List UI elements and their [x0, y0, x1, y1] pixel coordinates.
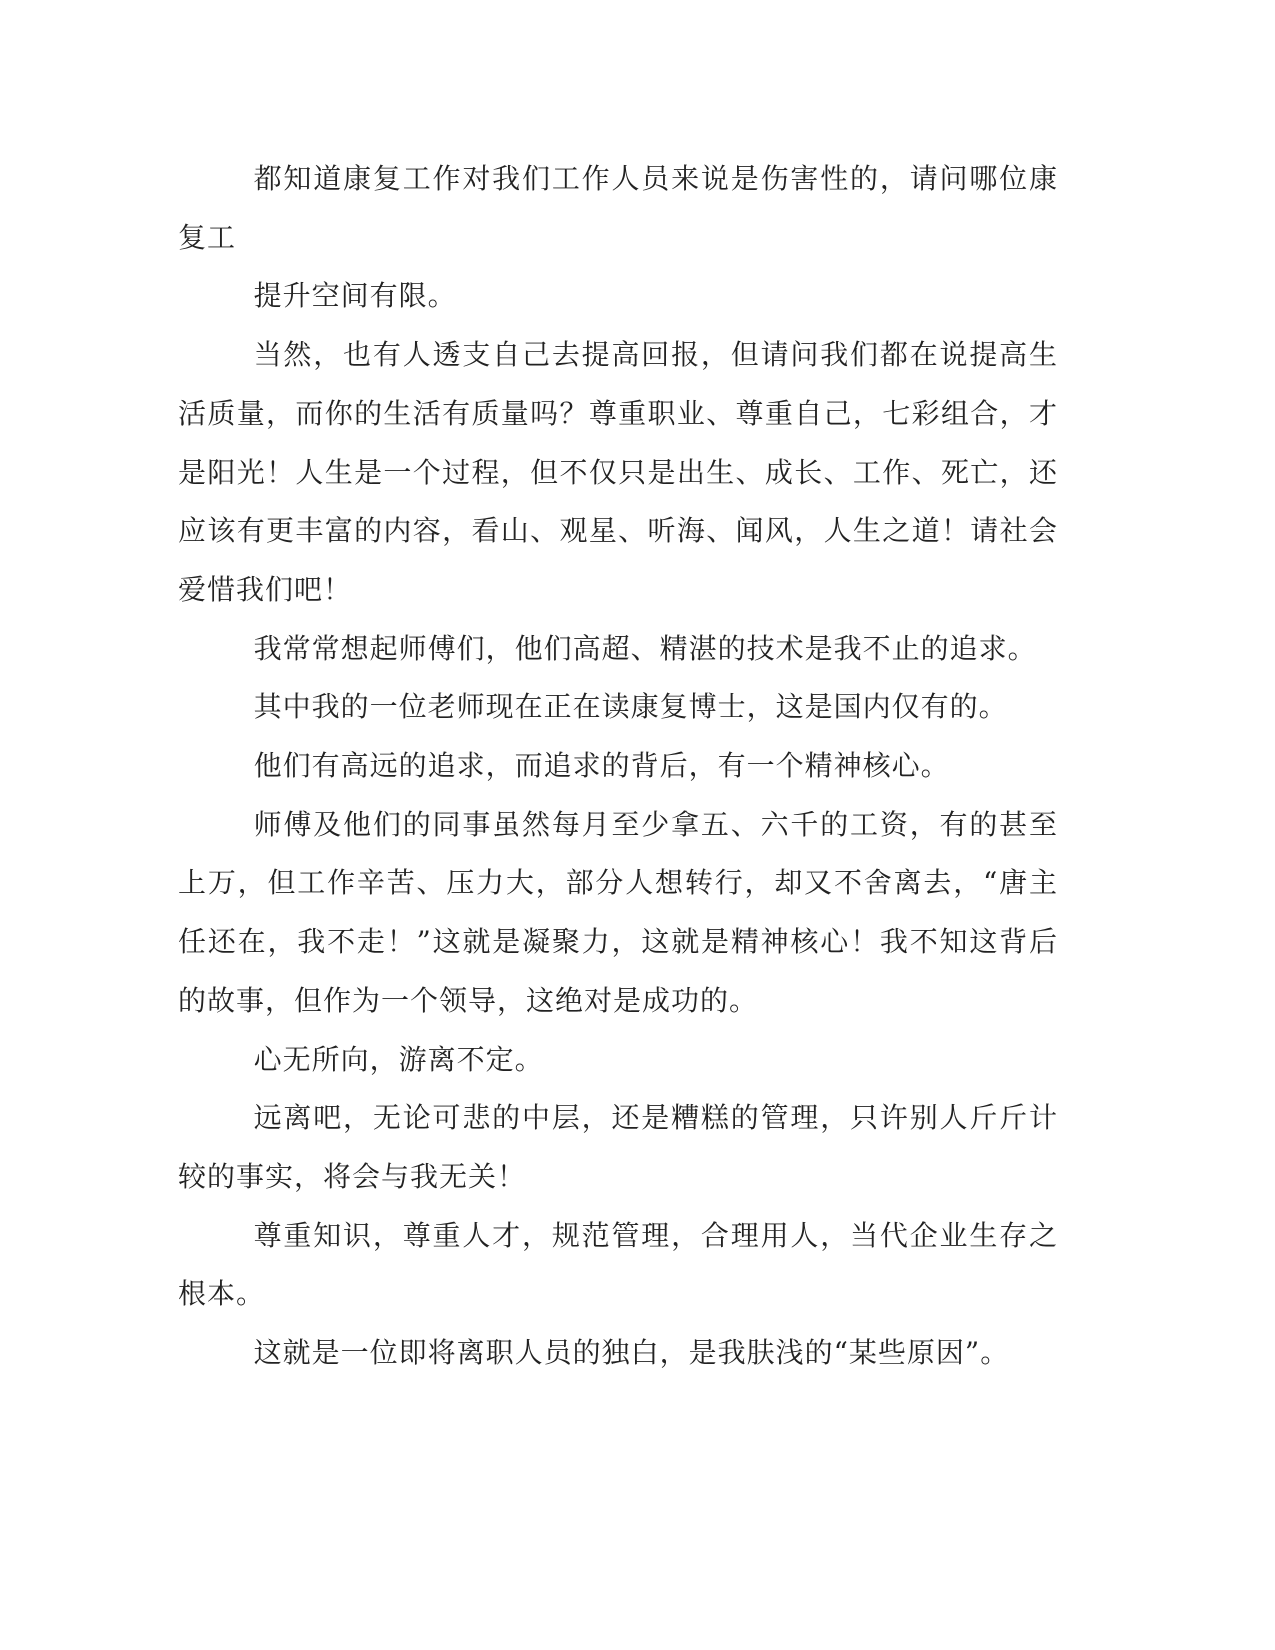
paragraph-1: 都知道康复工作对我们工作人员来说是伤害性的，请问哪位康复工 [178, 162, 1058, 254]
paragraph-9: 远离吧，无论可悲的中层，还是糟糕的管理，只许别人斤斤计较的事实，将会与我无关！ [178, 1101, 1058, 1193]
paragraph-5: 其中我的一位老师现在正在读康复博士，这是国内仅有的。 [253, 690, 1008, 724]
paragraph-6: 他们有高远的追求，而追求的背后，有一个精神核心。 [253, 749, 950, 783]
paragraph-11: 这就是一位即将离职人员的独白，是我肤浅的“某些原因”。 [253, 1336, 1010, 1370]
paragraph-8: 心无所向，游离不定。 [253, 1042, 544, 1076]
paragraph-7: 师傅及他们的同事虽然每月至少拿五、六千的工资，有的甚至上万，但工作辛苦、压力大，部分人想转行，却又不舍离去，“唐主任还在，我不走！”这就是凝聚力，这就是精神核心！我不知这背后的故事，但作为一个领导，这绝对是成功的。 [178, 807, 1058, 1017]
paragraph-3: 当然，也有人透支自己去提高回报，但请问我们都在说提高生活质量，而你的生活有质量吗？尊重职业、尊重自己，七彩组合，才是阳光！人生是一个过程，但不仅只是出生、成长、工作、死亡，还应该有更丰富的内容，看山、观星、听海、闻风，人生之道！请社会爱惜我们吧！ [178, 338, 1058, 606]
paragraph-10: 尊重知识，尊重人才，规范管理，合理用人，当代企业生存之根本。 [178, 1218, 1058, 1311]
paragraph-4: 我常常想起师傅们，他们高超、精湛的技术是我不止的追求。 [253, 631, 1037, 665]
document-body [178, 150, 1058, 1383]
paragraph-2: 提升空间有限。 [253, 279, 457, 313]
